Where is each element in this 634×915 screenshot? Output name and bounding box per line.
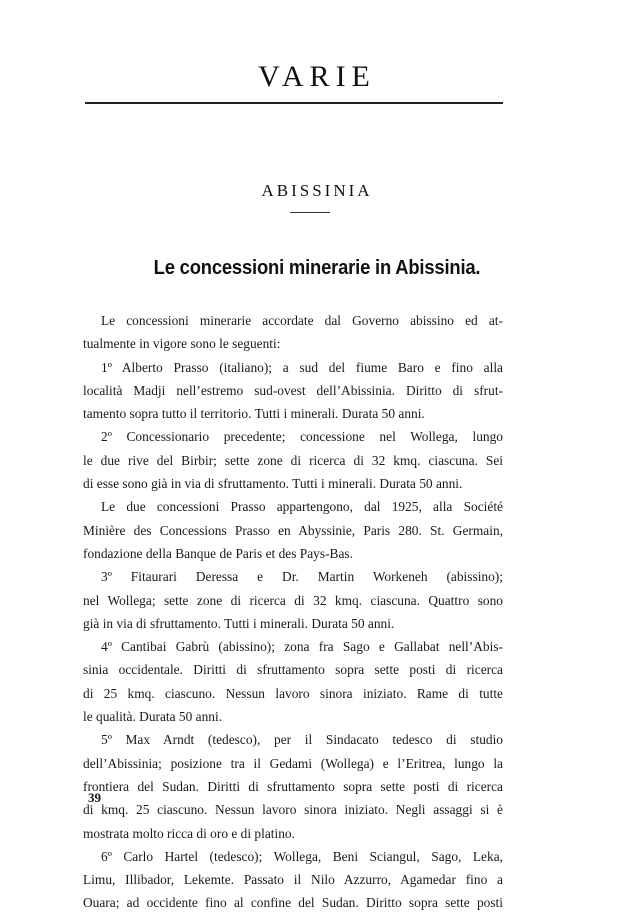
subsection-rule bbox=[290, 212, 330, 213]
text-line: nel Wollega; sette zone di ricerca di 32 kmq. ciascuna. Quattro sono bbox=[83, 592, 503, 608]
article-body bbox=[83, 309, 503, 915]
text-line: Le concessioni minerarie accordate dal Governo abissino ed at- bbox=[101, 313, 503, 328]
text-line: 3º Fitaurari Deressa e Dr. Martin Workeneh (abissino); bbox=[101, 569, 503, 585]
text-line: 2º Concessionario precedente; concessione nel Wollega, lungo bbox=[101, 429, 503, 445]
text-line: 1º Alberto Prasso (italiano); a sud del fiume Baro e fino alla bbox=[101, 359, 503, 375]
section-title: VARIE bbox=[258, 60, 376, 93]
text-line: di kmq. 25 ciascuno. Nessun lavoro sinora iniziato. Negli assaggi si è bbox=[83, 802, 503, 818]
text-line: le due rive del Birbir; sette zone di ricerca di 32 kmq. ciascuna. Sei bbox=[83, 452, 503, 468]
text-line: le qualità. Durata 50 anni. bbox=[83, 709, 223, 725]
text-line: tamento sopra tutto il territorio. Tutti i minerali. Durata 50 anni. bbox=[83, 406, 425, 422]
text-line: Le due concessioni Prasso appartengono, dal 1925, alla Société bbox=[101, 499, 503, 515]
article-title: Le concessioni minerarie in Abissinia. bbox=[153, 257, 481, 279]
text-line: località Madji nell’estremo sud-ovest dell’Abissinia. Diritto di sfrut- bbox=[83, 382, 503, 398]
text-line: già in via di sfruttamento. Tutti i minerali. Durata 50 anni. bbox=[83, 615, 395, 631]
section-rule bbox=[85, 102, 503, 104]
text-line: tualmente in vigore sono le seguenti: bbox=[83, 336, 281, 352]
page-number: 39 bbox=[88, 790, 101, 805]
text-line: Minière des Concessions Prasso en Abyssinie, Paris 280. St. Germain, bbox=[83, 522, 503, 538]
text-line: sinia occidentale. Diritti di sfruttamento sopra sette posti di ricerca bbox=[83, 662, 503, 678]
text-line: 6º Carlo Hartel (tedesco); Wollega, Beni Sciangul, Sago, Leka, bbox=[101, 848, 503, 864]
subsection-title: ABISSINIA bbox=[261, 181, 373, 200]
text-line: dell’Abissinia; posizione tra il Gedami (Wollega) e l’Eritrea, lungo la bbox=[83, 755, 503, 771]
text-line: mostrata molto ricca di oro e di platino. bbox=[83, 825, 295, 841]
text-line: Limu, Illibador, Lekemte. Passato il Nilo Azzurro, Agamedar fino a bbox=[83, 872, 503, 888]
text-line: frontiera del Sudan. Diritti di sfruttamento sopra sette posti di ricerca bbox=[83, 778, 503, 794]
text-line: di 25 kmq. ciascuno. Nessun lavoro sinora iniziato. Rame di tutte bbox=[83, 685, 503, 701]
text-line: 4º Cantibai Gabrù (abissino); zona fra Sago e Gallabat nell’Abis- bbox=[101, 639, 503, 655]
text-line: di esse sono già in via di sfruttamento. Tutti i minerali. Durata 50 anni. bbox=[83, 476, 463, 492]
text-line: Ouara; ad occidente fino al confine del Sudan. Diritto sopra sette posti bbox=[83, 895, 503, 911]
text-line: fondazione della Banque de Paris et des Pays-Bas. bbox=[83, 545, 353, 561]
text-line: 5º Max Arndt (tedesco), per il Sindacato tedesco di studio bbox=[101, 732, 503, 748]
